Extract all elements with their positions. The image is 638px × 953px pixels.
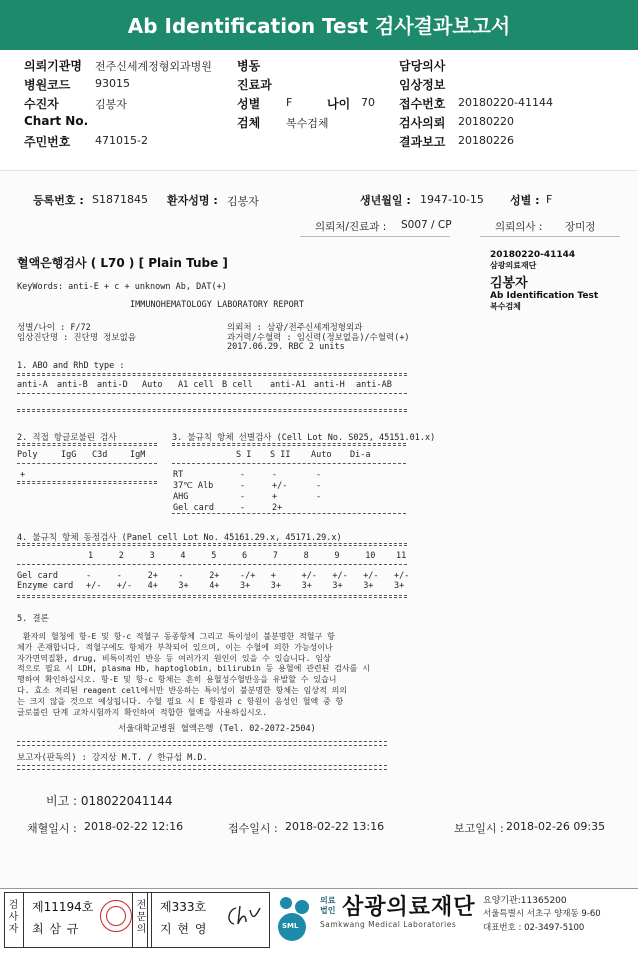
screening-row-label: 37℃ Alb: [173, 481, 214, 491]
panel-column-header: 5: [211, 551, 217, 561]
dob-label: 생년월일 :: [360, 194, 411, 207]
screening-cell: -: [316, 492, 322, 502]
examiner-seal-icon: [100, 900, 132, 932]
reg-value: S1871845: [92, 193, 148, 206]
screening-cell: +/-: [272, 481, 288, 491]
divider: [17, 769, 387, 770]
divider: [17, 741, 387, 742]
conclusion-line: 다. 효소 처리된 reagent cell에서만 반응하는 특이성이 불분명한 항체는 임상적 의의: [17, 686, 348, 695]
scan-sex-value: F: [546, 193, 553, 206]
scan-sex-label: 성별 :: [510, 194, 540, 207]
scan-report-label: 보고일시 :: [454, 822, 504, 835]
screening-cell: -: [316, 481, 322, 491]
abo-column-header: anti-A1: [270, 380, 306, 390]
scan-receipt-value: 2018-02-22 13:16: [285, 820, 385, 833]
specialist-name: 지 현 영: [160, 922, 208, 936]
gel-card-cell: +/-: [301, 571, 317, 581]
scan-receipt-label: 접수일시 :: [228, 822, 278, 835]
gel-card-cell: +: [270, 571, 276, 581]
screening-column-header: Auto: [311, 450, 332, 460]
screening-cell: -: [240, 481, 246, 491]
screening-cell: -: [316, 470, 322, 480]
divider: [17, 595, 407, 598]
gel-card-cell: +/-: [332, 571, 348, 581]
org-name: 삼광의료재단: [342, 895, 476, 920]
stamp-number: 20180220-41144: [490, 250, 576, 260]
transfusion-history: 과거력/수혈력 : 임신력(정보없음)/수혈력(+): [227, 333, 410, 343]
test-title: 혈액은행검사 ( L70 ) [ Plain Tube ]: [17, 256, 228, 270]
examiner-name: 최 삼 규: [32, 922, 80, 936]
report-value: 20180226: [458, 134, 514, 147]
examinee-label: 수진자: [24, 97, 59, 111]
ward-label: 병동: [237, 59, 261, 73]
abo-column-header: anti-H: [314, 380, 345, 390]
panel-column-header: 8: [303, 551, 309, 561]
reg-label: 등록번호 :: [33, 194, 84, 207]
abo-column-header: B cell: [222, 380, 253, 390]
conclusion-line: 는 크지 않을 것으로 예상됩니다. 수혈 필요 시 E 항원과 c 항원이 음성인 혈액 중 항: [17, 696, 344, 706]
divider: [17, 443, 157, 446]
enzyme-card-cell: 3+: [363, 581, 374, 591]
diagnosis: 임상진단명 : 진단명 정보없음: [17, 333, 137, 343]
specialist-label: 전문의: [132, 892, 152, 948]
hospital-code-value: 93015: [95, 77, 130, 90]
conclusion-line: 글로불린 단계 교차시험까지 확인하여 적합한 혈액을 사용하십시오.: [17, 707, 268, 717]
report-label: 결과보고: [399, 135, 446, 149]
abo-column-header: anti-AB: [356, 380, 392, 390]
lab-name: 서울대학교병원 혈액은행 (Tel. 02-2072-2504): [118, 724, 316, 734]
conclusion-line: 행하여 확인하십시오. 항-E 및 항-c 항체는 흔히 용혈성수혈반응을 유발할 수 있습니: [17, 675, 337, 685]
age-value: 70: [361, 96, 375, 109]
clinical-label: 임상정보: [399, 78, 446, 92]
enzyme-card-cell: 4+: [209, 581, 220, 591]
screening-column-header: S II: [270, 450, 291, 460]
enzyme-card-cell: 3+: [394, 581, 405, 591]
screening-row-label: AHG: [173, 492, 189, 502]
panel-column-header: 1: [88, 551, 94, 561]
specimen-number: 비고 : 018022041144: [46, 794, 173, 808]
org-prefix: 의료법인: [320, 896, 336, 915]
divider: [17, 543, 407, 546]
divider: [17, 481, 157, 484]
gel-card-cell: +/-: [363, 571, 379, 581]
panel-column-header: 9: [334, 551, 340, 561]
dat-column-header: C3d: [92, 450, 108, 460]
request-value: 20180220: [458, 115, 514, 128]
institution-value: 전주신세계정형외과병원: [95, 60, 212, 73]
resident-label: 주민번호: [24, 135, 71, 149]
gel-card-cell: 2+: [209, 571, 220, 581]
org-address: 서울특별시 서초구 양재동 9-60: [483, 909, 601, 919]
doctor-label: 담당의사: [399, 59, 446, 73]
divider: [172, 463, 406, 464]
screening-cell: +: [272, 492, 278, 502]
divider: [172, 513, 406, 514]
divider: [172, 443, 406, 446]
panel-column-header: 6: [242, 551, 248, 561]
resident-value: 471015-2: [95, 134, 148, 147]
divider: [17, 463, 157, 464]
specimen-label: 검체: [237, 116, 261, 130]
divider: [17, 393, 407, 394]
specialist-number: 제333호: [160, 900, 207, 914]
sex-value: F: [286, 96, 293, 109]
examinee-value: 김봉자: [95, 98, 127, 111]
dat-section-title: 2. 직접 항글로불린 검사: [17, 433, 117, 443]
conclusion-line: 체가 존재합니다. 적혈구에도 항체가 부착되어 있으며, 이는 수혈에 의한 가능성이나: [17, 642, 333, 652]
enzyme-card-cell: 3+: [332, 581, 343, 591]
referrer-value: S007 / CP: [401, 219, 452, 231]
gel-card-cell: 2+: [147, 571, 158, 581]
screening-column-header: S I: [236, 450, 252, 460]
gel-card-cell: -: [86, 571, 92, 581]
collect-label: 채혈일시 :: [27, 822, 77, 835]
keywords: KeyWords: anti-E + c + unknown Ab, DAT(+): [17, 282, 227, 292]
dept-label: 진료과: [237, 78, 272, 92]
hospital-code-label: 병원코드: [24, 78, 71, 92]
abo-column-header: anti-B: [57, 380, 88, 390]
dat-column-header: IgM: [130, 450, 146, 460]
report-title: Ab Identification Test 검사결과보고서: [127, 14, 511, 38]
screening-column-header: Di-a: [350, 450, 371, 460]
screening-cell: 2+: [272, 503, 283, 513]
abo-column-header: Auto: [142, 380, 163, 390]
enzyme-card-cell: +/-: [86, 581, 102, 591]
org-phone: 대표번호 : 02-3497-5100: [483, 923, 585, 933]
transfusion-history-detail: 2017.06.29. RBC 2 units: [227, 342, 345, 352]
ref-doctor-value: 장미정: [565, 221, 596, 233]
receipt-label: 접수번호: [399, 97, 446, 111]
abo-column-header: A1 cell: [178, 380, 214, 390]
screening-section-title: 3. 불규칙 항체 선별검사 (Cell Lot No. S025, 45151.01.x): [172, 433, 436, 443]
request-label: 검사의뢰: [399, 116, 446, 130]
logo-small-text: SML: [282, 922, 299, 930]
enzyme-card-cell: 3+: [178, 581, 189, 591]
panel-column-header: 7: [272, 551, 278, 561]
abo-column-header: anti-A: [17, 380, 48, 390]
age-label: 나이: [327, 97, 351, 111]
stamp-specimen: 복수검체: [490, 302, 521, 311]
specimen-value: 복수검체: [286, 117, 329, 130]
sex-age: 성별/나이 : F/72: [17, 323, 91, 333]
panel-section-title: 4. 불규칙 항체 동정검사 (Panel cell Lot No. 45161.29.x, 45171.29.x): [17, 533, 342, 543]
divider: [17, 373, 407, 376]
gel-card-cell: -: [116, 571, 122, 581]
collect-value: 2018-02-22 12:16: [84, 820, 184, 833]
conclusion-line: 자가면역질환, drug, 비특이적인 반응 등 여러가지 원인이 있을 수 있습니다. 임상: [17, 653, 331, 663]
screening-row-label: Gel card: [173, 503, 214, 513]
sml-logo-icon: [272, 893, 318, 943]
chart-label: Chart No.: [24, 114, 89, 128]
conclusion-line: 적으로 필요 시 LDH, plasma Hb, haptoglobin, bilirubin 등 용혈에 관련된 검사를 시: [17, 664, 370, 674]
request-org: 의뢰처 : 삼광/전주신세계정형외과: [227, 323, 363, 333]
dob-value: 1947-10-15: [420, 193, 484, 206]
abo-column-header: anti-D: [97, 380, 128, 390]
examiner-number: 제11194호: [32, 900, 94, 914]
panel-column-header: 11: [396, 551, 407, 561]
receipt-value: 20180220-41144: [458, 96, 553, 109]
examiner-label: 검사자: [4, 892, 24, 948]
abo-section-title: 1. ABO and RhD type :: [17, 361, 125, 371]
divider: [17, 745, 387, 746]
ref-doctor-underline: [480, 236, 620, 237]
conclusion-section-title: 5. 결론: [17, 614, 49, 624]
enzyme-card-label: Enzyme card: [17, 581, 74, 591]
institution-label: 의뢰기관명: [24, 59, 82, 73]
specimen-stamp: [490, 250, 630, 312]
referrer-label: 의뢰처/진료과 :: [315, 221, 387, 233]
lab-report-title: IMMUNOHEMATOLOGY LABORATORY REPORT: [130, 300, 304, 310]
dat-column-header: Poly: [17, 450, 38, 460]
stamp-test: Ab Identification Test: [490, 291, 599, 301]
gel-card-cell: -: [178, 571, 184, 581]
dat-column-header: IgG: [61, 450, 77, 460]
enzyme-card-cell: +/-: [116, 581, 133, 591]
enzyme-card-cell: 3+: [301, 581, 312, 591]
panel-column-header: 2: [118, 551, 124, 561]
screening-row-label: RT: [173, 470, 184, 480]
patient-label: 환자성명 :: [167, 194, 218, 207]
scan-report-value: 2018-02-26 09:35: [506, 820, 606, 833]
screening-cell: -: [240, 470, 246, 480]
gel-card-cell: -/+: [240, 571, 256, 581]
enzyme-card-cell: 3+: [240, 581, 251, 591]
divider: [17, 409, 407, 412]
sex-label: 성별: [237, 97, 261, 111]
org-english: Samkwang Medical Laboratories: [320, 920, 457, 929]
patient-value: 김봉자: [227, 195, 259, 208]
panel-column-header: 10: [365, 551, 376, 561]
institution-code: 요양기관:11365200: [483, 896, 567, 906]
screening-cell: -: [240, 492, 246, 502]
panel-column-header: 4: [180, 551, 186, 561]
signature-icon: [222, 900, 264, 930]
referrer-underline: [300, 236, 450, 237]
divider: [17, 765, 387, 766]
gel-card-label: Gel card: [17, 571, 58, 581]
gel-card-cell: +/-: [394, 571, 410, 581]
dat-poly-value: +: [20, 470, 26, 480]
enzyme-card-cell: 4+: [147, 581, 158, 591]
ref-doctor-label: 의뢰의사 :: [495, 221, 543, 233]
screening-cell: -: [240, 503, 246, 513]
divider: [17, 564, 407, 565]
enzyme-card-cell: 3+: [270, 581, 282, 591]
stamp-org: 삼광의료재단: [490, 261, 537, 270]
screening-cell: -: [272, 470, 278, 480]
panel-column-header: 3: [149, 551, 155, 561]
reporter: 보고자(판독의) : 강지상 M.T. / 한규섭 M.D.: [17, 753, 208, 763]
conclusion-line: 환자의 혈청에 항-E 및 항-c 적혈구 동종항체 그리고 특이성이 불분명한 적혈구 항: [23, 632, 335, 641]
stamp-patient: 김봉자: [490, 276, 528, 291]
